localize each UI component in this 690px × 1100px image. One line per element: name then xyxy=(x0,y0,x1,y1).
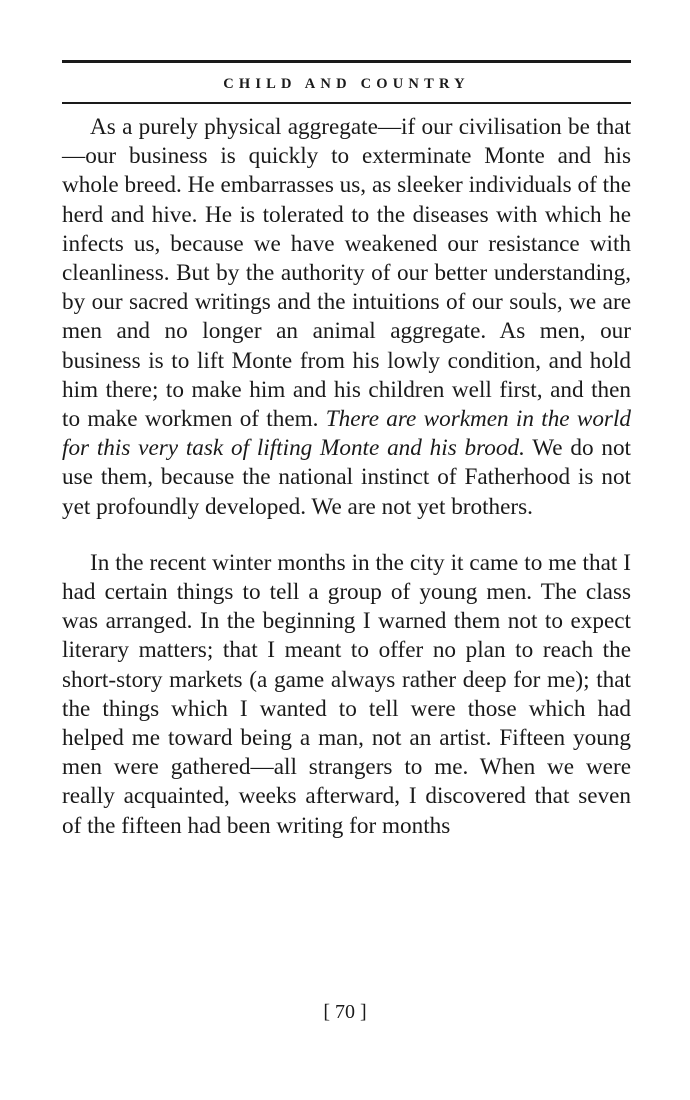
paragraph-2: In the recent winter months in the city it came to me that I had certain things to tell a group of young men. The class was arranged. In the beginning I warned them not to expect literary matters; that I meant to offer no plan to reach the short-story markets (a game always rather deep for me); that the things which I wanted to tell were those which had helped me toward being a man, not an artist. Fifteen young men were gathered—all strangers to me. When we were really acquainted, weeks afterward, I discovered that seven of the fifteen had been writing for months xyxy=(62,549,631,839)
page-content xyxy=(62,60,631,841)
header-rule-bottom xyxy=(62,102,631,104)
page-number: [ 70 ] xyxy=(323,1001,367,1023)
running-header: CHILD AND COUNTRY xyxy=(223,76,470,92)
paragraph-1 xyxy=(62,113,631,522)
paragraph-1-text-after: We do not use them, because the national instinct of Fatherhood is not yet profoundly developed. We are not yet brothers. xyxy=(62,435,631,520)
paragraph-1-italic-emphasis: There are workmen in the world for this very task of lifting Monte and his brood. xyxy=(62,406,631,462)
header-rule-top xyxy=(62,60,631,63)
paragraph-1-text-before: As a purely physical aggregate—if our civilisation be that—our business is quickly to exterminate Monte and his whole breed. He embarrasses us, as sleeker individuals of the herd and hive. He is tolerated to the diseases with which he infects us, because we have weakened our resistance with cleanliness. But by the authority of our better understanding, by our sacred writings and the intuitions of our souls, we are men and no longer an animal aggregate. As men, our business is to lift Monte from his lowly condition, and hold him there; to make him and his children well first, and then to make workmen of them. xyxy=(62,114,631,433)
